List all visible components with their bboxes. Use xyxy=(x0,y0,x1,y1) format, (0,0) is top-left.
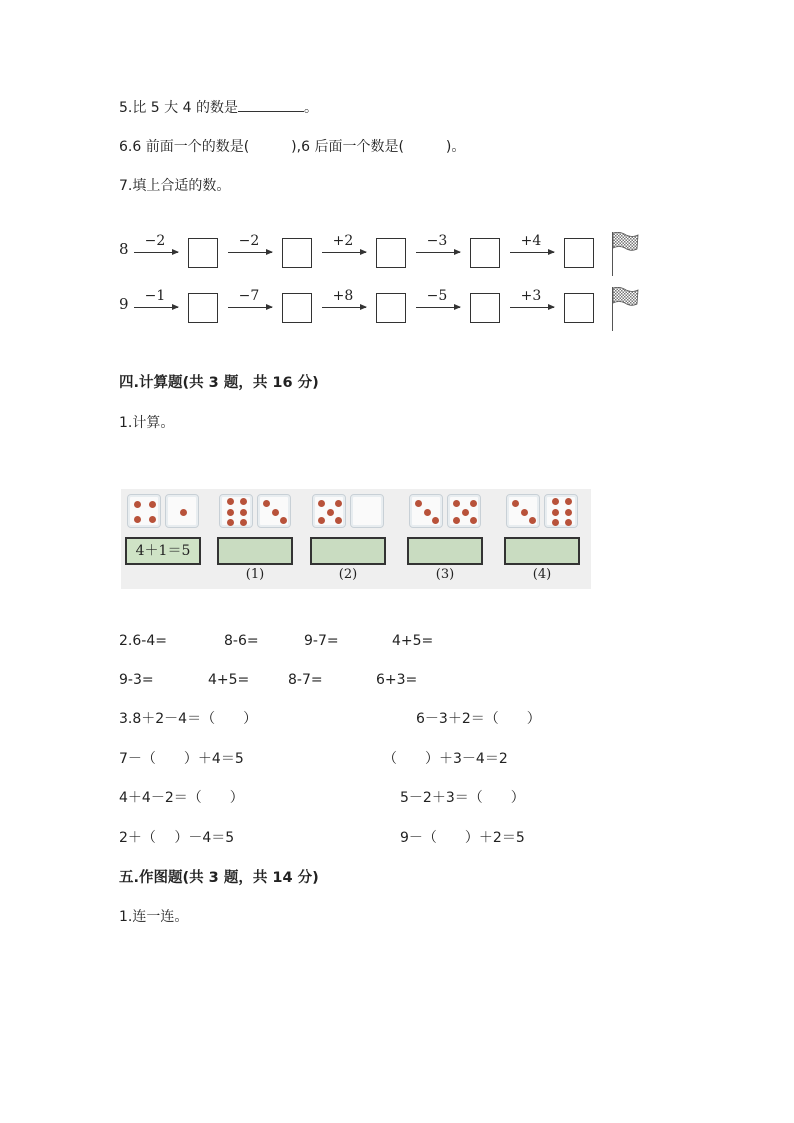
exercise-caption: (2) xyxy=(338,567,358,582)
finish-flag-icon xyxy=(612,232,640,254)
die-pip xyxy=(415,500,422,507)
answer-box[interactable] xyxy=(188,238,218,268)
die-pip xyxy=(424,509,431,516)
die-pip xyxy=(432,517,439,524)
chain-arrow xyxy=(322,307,366,308)
die-pip xyxy=(521,509,528,516)
answer-box[interactable] xyxy=(376,238,406,268)
q4-3-row1-left: 3.8＋2－4＝（ ） xyxy=(119,711,258,727)
q4-2-item-8: 6+3= xyxy=(376,672,418,688)
die-pip xyxy=(280,517,287,524)
chain-start-number: 9 xyxy=(119,295,129,313)
q4-2-item-2: 8-6= xyxy=(224,633,259,649)
exercise-caption: (4) xyxy=(532,567,552,582)
die-pip xyxy=(227,509,234,516)
chain-arrow xyxy=(510,307,554,308)
answer-box[interactable] xyxy=(282,238,312,268)
chain-operation-label: −2 xyxy=(144,233,166,249)
chain-operation-label: +8 xyxy=(332,288,354,304)
die-pip xyxy=(565,498,572,505)
chain-operation-label: −5 xyxy=(426,288,448,304)
chain-arrow xyxy=(134,307,178,308)
dice-exercise-panel xyxy=(121,489,591,589)
die-pip xyxy=(552,509,559,516)
die-pip xyxy=(149,516,156,523)
die-pip xyxy=(180,509,187,516)
finish-flag-icon xyxy=(612,287,640,309)
die-pip xyxy=(240,509,247,516)
chain-start-number: 8 xyxy=(119,240,129,258)
die-face-0 xyxy=(350,494,384,528)
chain-operation-label: +2 xyxy=(332,233,354,249)
answer-box[interactable] xyxy=(470,293,500,323)
chain-arrow xyxy=(228,307,272,308)
q4-2-item-1: 2.6-4= xyxy=(119,633,167,649)
die-face-6 xyxy=(544,494,578,528)
question-5-suffix: 。 xyxy=(303,100,318,116)
die-pip xyxy=(335,500,342,507)
die-pip xyxy=(327,509,334,516)
q4-3-row2-left: 7－（ ）＋4＝5 xyxy=(119,751,244,767)
die-face-4 xyxy=(127,494,161,528)
question-5 xyxy=(119,97,318,118)
q4-2-item-4: 4+5= xyxy=(392,633,434,649)
die-pip xyxy=(470,517,477,524)
q4-2-item-7: 8-7= xyxy=(288,672,323,688)
example-equation-box: 4＋1＝5 xyxy=(125,537,201,565)
die-pip xyxy=(134,516,141,523)
die-pip xyxy=(565,519,572,526)
die-pip xyxy=(227,498,234,505)
q4-2-item-6: 4+5= xyxy=(208,672,250,688)
die-pip xyxy=(134,501,141,508)
chain-operation-label: −3 xyxy=(426,233,448,249)
die-pip xyxy=(227,519,234,526)
die-face-6 xyxy=(219,494,253,528)
die-face-3 xyxy=(257,494,291,528)
die-face-3 xyxy=(506,494,540,528)
answer-equation-box[interactable] xyxy=(407,537,483,565)
die-pip xyxy=(470,500,477,507)
chain-arrow xyxy=(510,252,554,253)
chain-arrow xyxy=(416,252,460,253)
die-pip xyxy=(462,509,469,516)
section-4-title: 四.计算题(共 3 题，共 16 分) xyxy=(119,375,319,391)
answer-box[interactable] xyxy=(564,293,594,323)
answer-equation-box[interactable] xyxy=(504,537,580,565)
question-7: 7.填上合适的数。 xyxy=(119,178,231,194)
q4-2-item-3: 9-7= xyxy=(304,633,339,649)
question-5-text: 5.比 5 大 4 的数是 xyxy=(119,100,238,116)
die-face-1 xyxy=(165,494,199,528)
die-pip xyxy=(318,517,325,524)
die-face-3 xyxy=(409,494,443,528)
die-pip xyxy=(453,517,460,524)
answer-box[interactable] xyxy=(376,293,406,323)
die-pip xyxy=(565,509,572,516)
answer-blank[interactable] xyxy=(238,97,304,112)
die-pip xyxy=(552,519,559,526)
die-pip xyxy=(240,519,247,526)
die-pip xyxy=(272,509,279,516)
die-face-5 xyxy=(312,494,346,528)
die-pip xyxy=(453,500,460,507)
die-pip xyxy=(149,501,156,508)
die-pip xyxy=(552,498,559,505)
chain-operation-label: −2 xyxy=(238,233,260,249)
die-pip xyxy=(529,517,536,524)
die-pip xyxy=(512,500,519,507)
question-4-1: 1.计算。 xyxy=(119,415,175,431)
q4-2-item-5: 9-3= xyxy=(119,672,154,688)
q4-3-row3-left: 4＋4－2＝（ ） xyxy=(119,790,244,806)
die-pip xyxy=(240,498,247,505)
answer-box[interactable] xyxy=(470,238,500,268)
q4-3-row2-right: （ ）＋3－4＝2 xyxy=(383,751,508,767)
question-6: 6.6 前面一个的数是( ),6 后面一个数是( )。 xyxy=(119,139,466,155)
q4-3-row1-right: 6－3＋2＝（ ） xyxy=(416,711,541,727)
die-pip xyxy=(318,500,325,507)
answer-box[interactable] xyxy=(282,293,312,323)
answer-equation-box[interactable] xyxy=(217,537,293,565)
q4-3-row3-right: 5－2＋3＝（ ） xyxy=(400,790,525,806)
q4-3-row4-left: 2＋（ ）－4＝5 xyxy=(119,830,235,846)
chain-arrow xyxy=(228,252,272,253)
chain-operation-label: +4 xyxy=(520,233,542,249)
chain-operation-label: −1 xyxy=(144,288,166,304)
chain-arrow xyxy=(416,307,460,308)
answer-equation-box[interactable] xyxy=(310,537,386,565)
die-pip xyxy=(263,500,270,507)
answer-box[interactable] xyxy=(564,238,594,268)
chain-arrow xyxy=(134,252,178,253)
question-5-1: 1.连一连。 xyxy=(119,909,189,925)
section-5-title: 五.作图题(共 3 题，共 14 分) xyxy=(119,870,319,886)
exercise-caption: (3) xyxy=(435,567,455,582)
chain-operation-label: +3 xyxy=(520,288,542,304)
chain-arrow xyxy=(322,252,366,253)
die-pip xyxy=(335,517,342,524)
chain-operation-label: −7 xyxy=(238,288,260,304)
die-face-5 xyxy=(447,494,481,528)
exercise-caption: (1) xyxy=(245,567,265,582)
answer-box[interactable] xyxy=(188,293,218,323)
q4-3-row4-right: 9－（ ）＋2＝5 xyxy=(400,830,525,846)
